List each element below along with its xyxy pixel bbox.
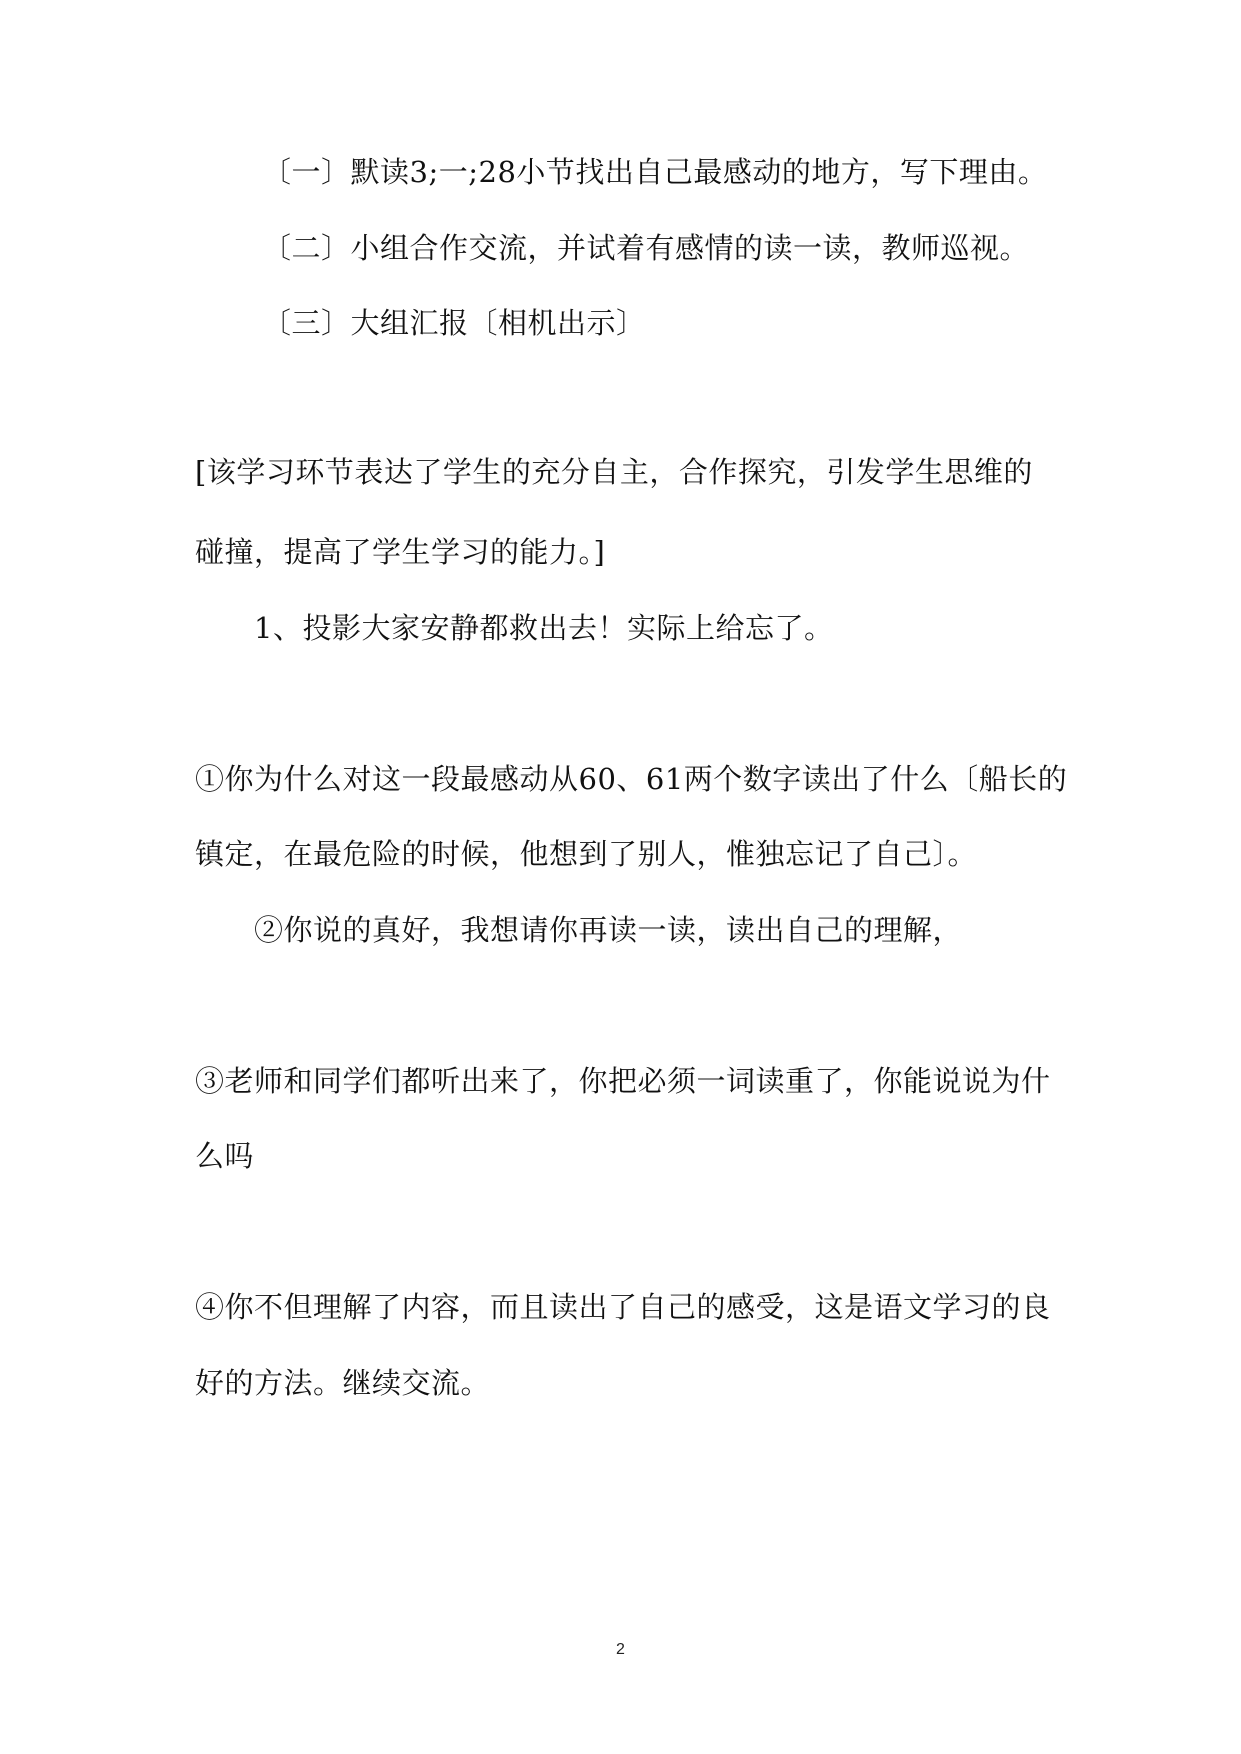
paragraph-step-two: 〔二〕小组合作交流，并试着有感情的读一读，教师巡视。 (262, 231, 1030, 265)
paragraph-question-1-line-1: ①你为什么对这一段最感动从60、61两个数字读出了什么〔船长的 (195, 762, 1068, 796)
paragraph-step-three: 〔三〕大组汇报〔相机出示〕 (262, 306, 646, 340)
paragraph-question-1-line-2: 镇定，在最危险的时候，他想到了别人，惟独忘记了自己〕。 (195, 837, 978, 871)
paragraph-commentary-line-2: 碰撞，提高了学生学习的能力。] (195, 535, 606, 569)
paragraph-question-4-line-1: ④你不但理解了内容，而且读出了自己的感受，这是语文学习的良 (195, 1290, 1051, 1324)
paragraph-step-one: 〔一〕默读3;一;28小节找出自己最感动的地方，写下理由。 (262, 155, 1048, 189)
paragraph-question-3-line-1: ③老师和同学们都听出来了，你把必须一词读重了，你能说说为什 (195, 1064, 1051, 1098)
paragraph-question-4-line-2: 好的方法。继续交流。 (195, 1366, 491, 1400)
paragraph-commentary-line-1: [该学习环节表达了学生的充分自主，合作探究，引发学生思维的 (195, 455, 1033, 489)
paragraph-question-3-line-2: 么吗 (195, 1139, 255, 1173)
paragraph-question-2: ②你说的真好，我想请你再读一读，读出自己的理解， (254, 913, 963, 947)
page-number: 2 (616, 1641, 625, 1658)
paragraph-projection: 1、投影大家安静都救出去！实际上给忘了。 (254, 611, 834, 645)
